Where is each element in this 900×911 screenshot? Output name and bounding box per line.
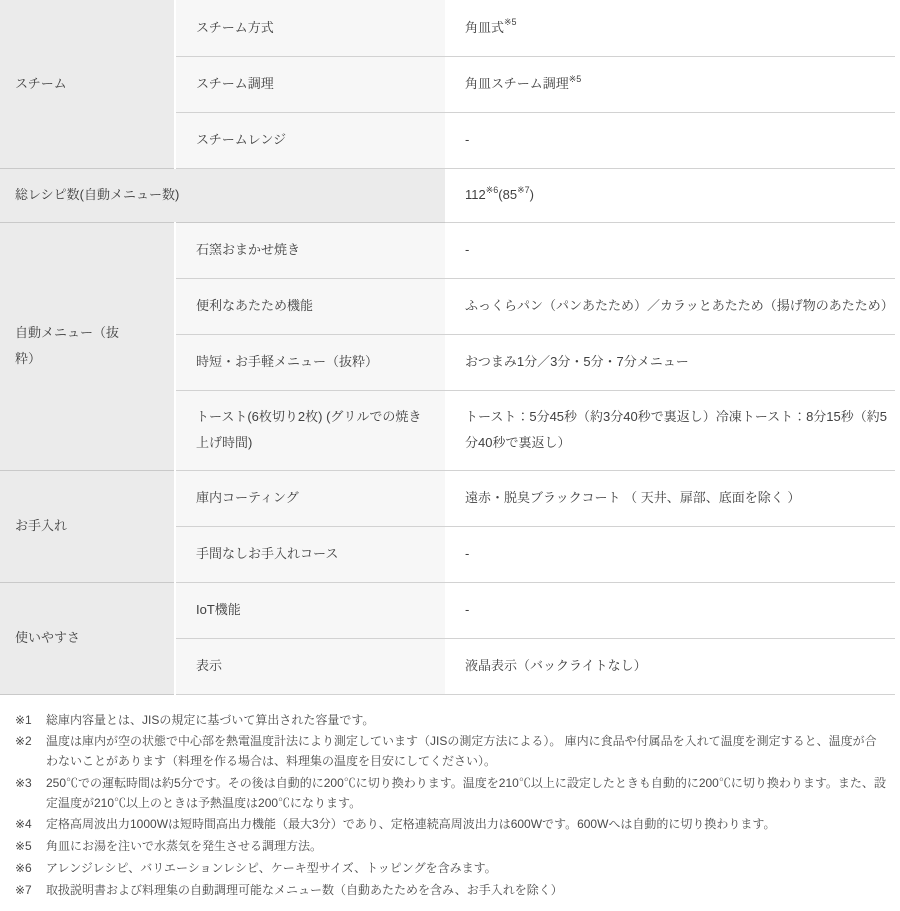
spec-value-text: おつまみ1分／3分・5分・7分メニュー: [465, 354, 689, 369]
footnote-item: [15, 859, 888, 879]
spec-value-text: 遠赤・脱臭ブラックコート （ 天井、扉部、底面を除く ）: [465, 490, 801, 505]
spec-value-text: 液晶表示（バックライトなし）: [465, 658, 647, 673]
spec-value-quick-menu: [445, 334, 895, 390]
spec-value-cavity-coating: [445, 470, 895, 526]
footnote-marker: ※6: [15, 861, 32, 876]
spec-value-text: (85: [498, 187, 518, 202]
footnote-text: 温度は庫内が空の状態で中心部を熱電温度計法により測定しています（JISの測定方法による）。 庫内に食品や付属品を入れて温度を測定すると、温度が合わないことがあります（料理を作る場合は、料理集の温度を目安にしてください）。: [46, 734, 877, 769]
footnote-marker: ※2: [15, 734, 32, 749]
table-row: [0, 582, 895, 638]
spec-item-steam-range: スチームレンジ: [175, 112, 445, 168]
spec-value-text: ふっくらパン（パンあたため）／カラッとあたため（揚げ物のあたため）: [465, 298, 894, 313]
footnote-item: [15, 711, 888, 731]
footnote-item: [15, 774, 888, 814]
spec-item-easy-care-course: 手間なしお手入れコース: [175, 526, 445, 582]
footnote-item: [15, 837, 888, 857]
spec-value-steam-cooking: [445, 56, 895, 112]
footnote-item: [15, 815, 888, 835]
spec-value-easy-care-course: [445, 526, 895, 582]
spec-value-text: -: [465, 602, 470, 617]
footnote-ref: ※5: [568, 73, 582, 84]
footnote-ref: ※5: [504, 17, 517, 28]
footnote-marker: ※4: [15, 817, 32, 832]
footnote-text: 250℃での運転時間は約5分です。その後は自動的に200℃に切り換わります。温度を210℃以上に設定したときも自動的に200℃に切り換わります。また、設定温度が210℃以上のときは予熱温度は200℃になります。: [46, 775, 886, 810]
spec-item-ishigama-bake: 石窯おまかせ焼き: [175, 222, 445, 278]
footnote-text: 角皿にお湯を注いで水蒸気を発生させる調理方法。: [46, 839, 323, 854]
spec-value-steam-method: [445, 0, 895, 56]
footnote-ref: ※7: [517, 184, 530, 195]
footnote-text: 総庫内容量とは、JISの規定に基づいて算出された容量です。: [46, 712, 375, 727]
spec-category-care: お手入れ: [0, 470, 175, 582]
footnotes: [0, 695, 900, 911]
spec-value-display: [445, 638, 895, 694]
spec-value-reheat-functions: [445, 278, 895, 334]
spec-item-quick-menu: 時短・お手軽メニュー（抜粋）: [175, 334, 445, 390]
spec-item-cavity-coating: 庫内コーティング: [175, 470, 445, 526]
spec-value-iot: [445, 582, 895, 638]
spec-value-ishigama-bake: [445, 222, 895, 278]
spec-category-usability: 使いやすさ: [0, 582, 175, 694]
spec-category-steam: スチーム: [0, 0, 175, 168]
table-row: [0, 168, 895, 222]
spec-value-text: ): [529, 187, 534, 202]
spec-item-steam-method: スチーム方式: [175, 0, 445, 56]
spec-item-reheat-functions: 便利なあたため機能: [175, 278, 445, 334]
footnote-item: [15, 881, 888, 901]
footnote-marker: ※7: [15, 882, 32, 897]
table-row: [0, 222, 895, 278]
footnote-marker: ※1: [15, 712, 32, 727]
spec-value-text: 112: [465, 187, 486, 202]
table-row: [0, 0, 895, 56]
footnote-text: 定格高周波出力1000Wは短時間高出力機能（最大3分）であり、定格連続高周波出力は600Wです。600Wへは自動的に切り換わります。: [46, 817, 776, 832]
spec-value-text: -: [465, 132, 470, 147]
spec-value-toast: [445, 390, 895, 470]
spec-value-total-recipes: [445, 168, 895, 222]
spec-value-text: 角皿式: [465, 19, 505, 35]
spec-value-text: 角皿スチーム調理: [465, 76, 569, 91]
spec-item-steam-cooking: スチーム調理: [175, 56, 445, 112]
footnote-marker: ※5: [15, 839, 32, 854]
table-row: [0, 470, 895, 526]
spec-value-text: -: [465, 546, 470, 561]
spec-value-text: トースト：5分45秒（約3分40秒で裏返し）冷凍トースト：8分15秒（約5分40秒で裏返し）: [465, 409, 888, 450]
spec-item-toast: トースト(6枚切り2枚) (グリルでの焼き上げ時間): [175, 390, 445, 470]
spec-item-display: 表示: [175, 638, 445, 694]
footnote-text: アレンジレシピ、バリエーションレシピ、ケーキ型サイズ、トッピングを含みます。: [46, 861, 497, 876]
spec-value-steam-range: [445, 112, 895, 168]
spec-category-auto-menu: 自動メニュー（抜粋）: [0, 222, 175, 470]
footnote-marker: ※3: [15, 775, 32, 790]
footnote-ref: ※6: [485, 184, 499, 195]
footnote-text: 取扱説明書および料理集の自動調理可能なメニュー数（自動あたためを含み、お手入れを除く）: [46, 882, 563, 897]
spec-category-total-recipes: 総レシピ数(自動メニュー数): [0, 168, 445, 222]
spec-value-text: -: [465, 242, 470, 257]
spec-item-iot: IoT機能: [175, 582, 445, 638]
footnote-item: [15, 732, 888, 772]
